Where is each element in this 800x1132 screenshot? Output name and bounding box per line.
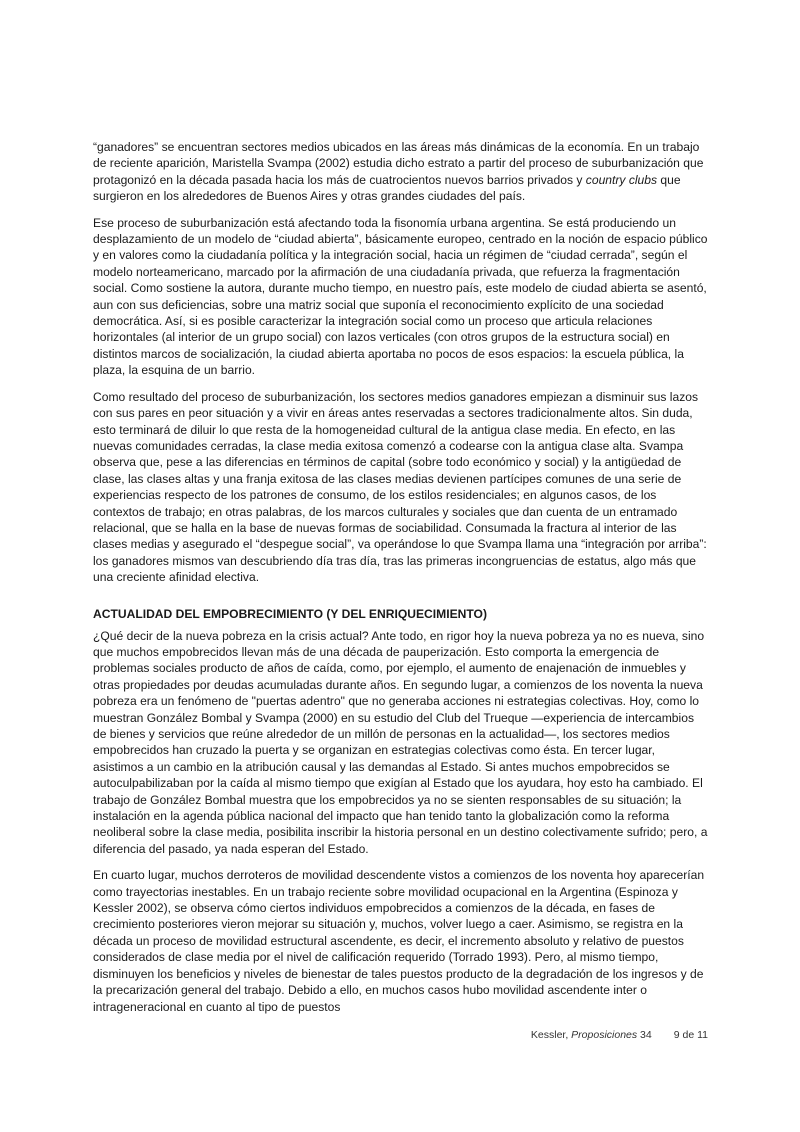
document-body	[93, 139, 708, 1025]
paragraph-1-text-b: que surgieron en los alrededores de Buenos Aires y otras grandes ciudades del país.	[93, 172, 681, 204]
paragraph-4: ¿Qué decir de la nueva pobreza en la crisis actual? Ante todo, en rigor hoy la nueva pobreza ya no es nueva, sino que muchos empobrecidos llevan más de una década de pauperización. Esto comporta la emergencia de problemas sociales producto de años de caída, como, por ejemplo, el aumento de enajenación de inmuebles y otras propiedades por deudas acumuladas durante años. En segundo lugar, a comienzos de los noventa la nueva pobreza era un fenómeno de "puertas adentro" que no generaba acciones ni estrategias colectivas. Hoy, como lo muestran González Bombal y Svampa (2000) en su estudio del Club del Trueque —experiencia de intercambios de bienes y servicios que reúne alrededor de un millón de personas en la actualidad—, los sectores medios empobrecidos han cruzado la puerta y se organizan en estrategias colectivas como ésta. En tercer lugar, asistimos a un cambio en la atribución causal y las demandas al Estado. Si antes muchos empobrecidos se autoculpabilizaban por la caída al mismo tiempo que exigían al Estado que los ayudara, hoy esto ha cambiado. El trabajo de González Bombal muestra que los empobrecidos ya no se sienten responsables de su situación; la instalación en la agenda pública nacional del impacto que han tenido tanto la globalización como la reforma neoliberal sobre la clase media, posibilita inscribir la historia personal en un destino colectivamente sufrido; pero, a diferencia del pasado, ya nada esperan del Estado.	[93, 628, 708, 856]
paragraph-1	[93, 139, 708, 205]
footer-issue: 34	[637, 1029, 652, 1041]
footer-journal: Proposiciones	[571, 1029, 638, 1041]
footer-page-number: 9 de 11	[673, 1029, 708, 1041]
footer-author: Kessler,	[530, 1029, 572, 1041]
paragraph-5: En cuarto lugar, muchos derroteros de movilidad descendente vistos a comienzos de los noventa hoy aparecerían como trayectorias inestables. En un trabajo reciente sobre movilidad ocupacional en la Argentina (Espinoza y Kessler 2002), se observa cómo ciertos individuos empobrecidos a comienzos de la década, en fases de crecimiento posteriores vieron mejorar su situación y, muchos, volver luego a caer. Asimismo, se registra en la década un proceso de movilidad estructural ascendente, es decir, el incremento absoluto y relativo de puestos considerados de clase media por el nivel de calificación requerido (Torrado 1993). Pero, al mismo tiempo, disminuyen los beneficios y niveles de bienestar de tales puestos producto de la degradación de los ingresos y de la precarización general del trabajo. Debido a ello, en muchos casos hubo movilidad ascendente inter o intrageneracional en cuanto al tipo de puestos	[93, 868, 705, 1014]
page-footer	[531, 1029, 708, 1041]
paragraph-2: Ese proceso de suburbanización está afectando toda la fisonomía urbana argentina. Se está produciendo un desplazamiento de un modelo de “ciudad abierta”, básicamente europeo, centrado en la noción de espacio público y en valores como la ciudadanía política y la integración social, hacia un régimen de “ciudad cerrada”, según el modelo norteamericano, marcado por la afirmación de una ciudadanía privada, que refuerza la fragmentación social. Como sostiene la autora, durante mucho tiempo, en nuestro país, este modelo de ciudad abierta se asentó, aun con sus deficiencias, sobre una matriz social que suponía el reconocimiento explícito de una sociedad democrática. Así, si es posible caracterizar la integración social como un proceso que articula relaciones horizontales (al interior de un grupo social) con lazos verticales (con otros grupos de la estructura social) en distintos marcos de socialización, la ciudad abierta aportaba no pocos de esos espacios: la escuela pública, la plaza, la esquina de un barrio.	[93, 215, 708, 378]
paragraph-1-italic: country clubs	[585, 172, 658, 187]
section-heading: ACTUALIDAD DEL EMPOBRECIMIENTO (Y DEL ENRIQUECIMIENTO)	[93, 606, 487, 621]
paragraph-1-text-a: “ganadores” se encuentran sectores medios ubicados en las áreas más dinámicas de la economía. En un trabajo de reciente aparición, Maristella Svampa (2002) estudia dicho estrato a partir del proceso de suburbanización que protagonizó en la década pasada hacia los más de cuatrocientos nuevos barrios privados y	[93, 140, 704, 187]
paragraph-3: Como resultado del proceso de suburbanización, los sectores medios ganadores empiezan a disminuir sus lazos con sus pares en peor situación y a vivir en áreas antes reservadas a sectores tradicionalmente altos. Sin duda, esto terminará de diluir lo que resta de la homogeneidad cultural de la antigua clase media. En efecto, en las nuevas comunidades cerradas, la clase media exitosa comenzó a codearse con la antigua clase alta. Svampa observa que, pese a las diferencias en términos de capital (sobre todo económico y social) y la antigüedad de clase, las clases altas y una franja exitosa de las clases medias devienen partícipes comunes de una serie de experiencias respecto de los patrones de consumo, de los estilos residenciales; en algunos casos, de los contextos de trabajo; en otras palabras, de los marcos culturales y sociales que dan cuenta de un entramado relacional, que se halla en la base de nuevas formas de sociabilidad. Consumada la fractura al interior de las clases medias y asegurado el “despegue social”, va operándose lo que Svampa llama una “integración por arriba”: los ganadores mismos van descubriendo día tras día, tras las primeras incongruencias de estatus, algo más que una creciente afinidad electiva.	[93, 389, 707, 585]
